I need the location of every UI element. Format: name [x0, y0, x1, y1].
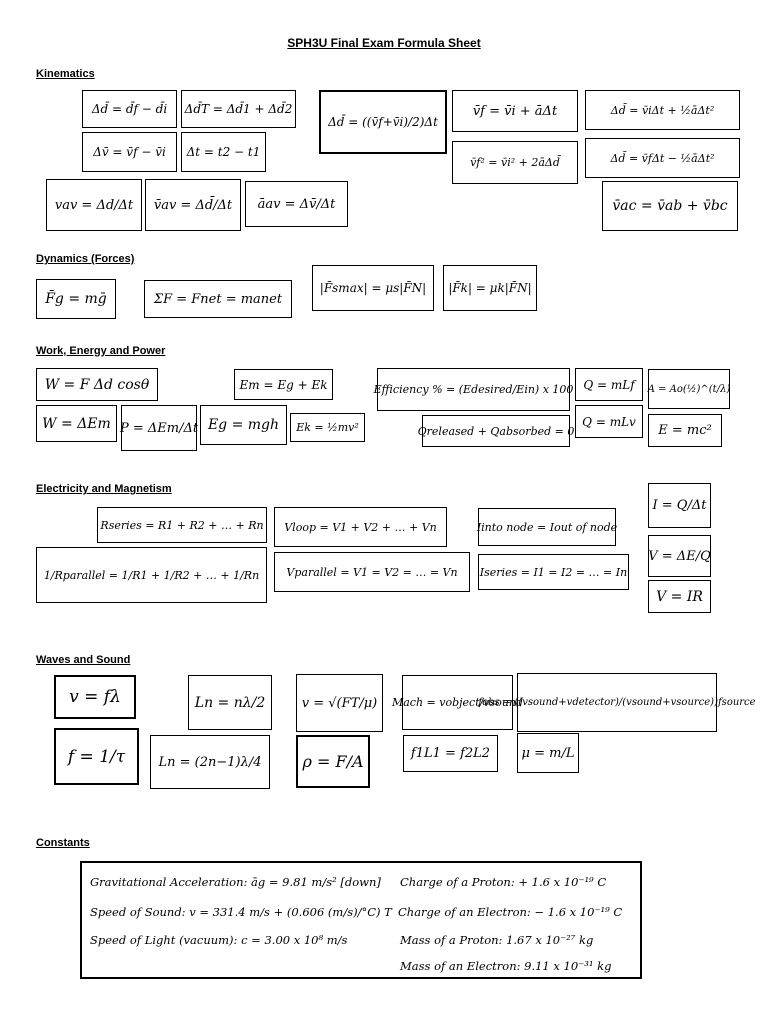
formula-kin-8: v̄f² = v̄i² + 2āΔd̄	[452, 141, 578, 184]
formula-elec-9: V = IR	[648, 580, 711, 613]
formula-kin-11: v̄av = Δd̄/Δt	[145, 179, 241, 231]
section-waves: Waves and Sound	[36, 654, 131, 666]
section-work: Work, Energy and Power	[36, 345, 166, 357]
formula-dyn-4: |F̄k| = μk|F̄N|	[443, 265, 537, 311]
formula-elec-2: Vloop = V1 + V2 + … + Vn	[274, 507, 447, 547]
constant-speed-of-sound: Speed of Sound: v = 331.4 m/s + (0.606 (m/s)/°C) T	[90, 905, 392, 919]
formula-kin-7: Δt = t2 − t1	[181, 132, 266, 172]
formula-kin-5: Δd̄ = v̄iΔt + ½āΔt²	[585, 90, 740, 130]
formula-kin-10: vav = Δd/Δt	[46, 179, 142, 231]
section-constants: Constants	[36, 837, 90, 849]
formula-work-10: Qreleased + Qabsorbed = 0	[422, 415, 570, 447]
formula-wave-2: Ln = nλ/2	[188, 675, 272, 730]
formula-wave-8: ρ = F/A	[296, 735, 370, 788]
formula-work-3: Efficiency % = (Edesired/Ein) x 100	[377, 368, 570, 411]
formula-wave-6: f = 1/τ	[54, 728, 139, 785]
formula-dyn-1: F̄g = mḡ	[36, 279, 116, 319]
formula-wave-9: f1L1 = f2L2	[403, 735, 498, 772]
constant-electron-mass: Mass of an Electron: 9.11 x 10⁻³¹ kg	[400, 959, 612, 973]
section-kinematics: Kinematics	[36, 68, 95, 80]
formula-wave-10: μ = m/L	[517, 733, 579, 773]
formula-elec-4: I = Q/Δt	[648, 483, 711, 528]
formula-kin-9: Δd̄ = v̄fΔt − ½āΔt²	[585, 138, 740, 178]
formula-elec-1: Rseries = R1 + R2 + … + Rn	[97, 507, 267, 543]
formula-wave-7: Ln = (2n−1)λ/4	[150, 735, 270, 789]
constants-box	[80, 861, 642, 979]
constant-proton-mass: Mass of a Proton: 1.67 x 10⁻²⁷ kg	[400, 933, 594, 947]
formula-kin-1: Δd̄ = d̄f − d̄i	[82, 90, 177, 128]
formula-wave-1: v = fλ	[54, 675, 136, 719]
constant-electron-charge: Charge of an Electron: − 1.6 x 10⁻¹⁹ C	[398, 905, 623, 919]
formula-elec-5: 1/Rparallel = 1/R1 + 1/R2 + … + 1/Rn	[36, 547, 267, 603]
formula-elec-6: Vparallel = V1 = V2 = … = Vn	[274, 552, 470, 592]
formula-work-8: Eg = mgh	[200, 405, 287, 445]
formula-kin-2: Δd̄T = Δd̄1 + Δd̄2	[181, 90, 296, 128]
formula-work-6: W = ΔEm	[36, 405, 117, 442]
formula-work-9: Ek = ½mv²	[290, 413, 365, 442]
section-dynamics: Dynamics (Forces)	[36, 253, 135, 265]
section-electricity: Electricity and Magnetism	[36, 483, 172, 495]
formula-work-2: Em = Eg + Ek	[234, 369, 333, 400]
formula-kin-13: v̄ac = v̄ab + v̄bc	[602, 181, 738, 231]
formula-work-4: Q = mLf	[575, 368, 643, 401]
formula-work-1: W = F Δd cosθ	[36, 368, 158, 401]
formula-kin-3: Δd̄ = ((v̄f+v̄i)/2)Δt	[319, 90, 447, 154]
formula-work-12: E = mc²	[648, 414, 722, 447]
formula-dyn-3: |F̄smax| = μs|F̄N|	[312, 265, 434, 311]
formula-wave-4: Mach = vobject/vsound	[402, 675, 513, 730]
formula-kin-12: āav = Δv̄/Δt	[245, 181, 348, 227]
formula-wave-3: v = √(FT/μ)	[296, 674, 383, 732]
formula-elec-3: Iinto node = Iout of node	[478, 508, 616, 546]
formula-kin-4: v̄f = v̄i + āΔt	[452, 90, 578, 132]
formula-work-5: A = Ao(½)^(t/λ)	[648, 369, 730, 409]
formula-wave-5: fobs = ((vsound+vdetector)/(vsound+vsource))fsource	[517, 673, 717, 732]
constant-gravity: Gravitational Acceleration: āg = 9.81 m/s² [down]	[90, 875, 381, 889]
formula-work-11: Q = mLv	[575, 405, 643, 438]
formula-elec-8: V = ΔE/Q	[648, 535, 711, 577]
constant-speed-of-light: Speed of Light (vacuum): c = 3.00 x 10⁸ m/s	[90, 933, 348, 947]
formula-work-7: P = ΔEm/Δt	[121, 405, 197, 451]
constant-proton-charge: Charge of a Proton: + 1.6 x 10⁻¹⁹ C	[400, 875, 607, 889]
formula-kin-6: Δv̄ = v̄f − v̄i	[82, 132, 177, 172]
formula-dyn-2: ΣF = Fnet = manet	[144, 280, 292, 318]
formula-elec-7: Iseries = I1 = I2 = … = In	[478, 554, 629, 590]
page-title: SPH3U Final Exam Formula Sheet	[287, 36, 481, 50]
